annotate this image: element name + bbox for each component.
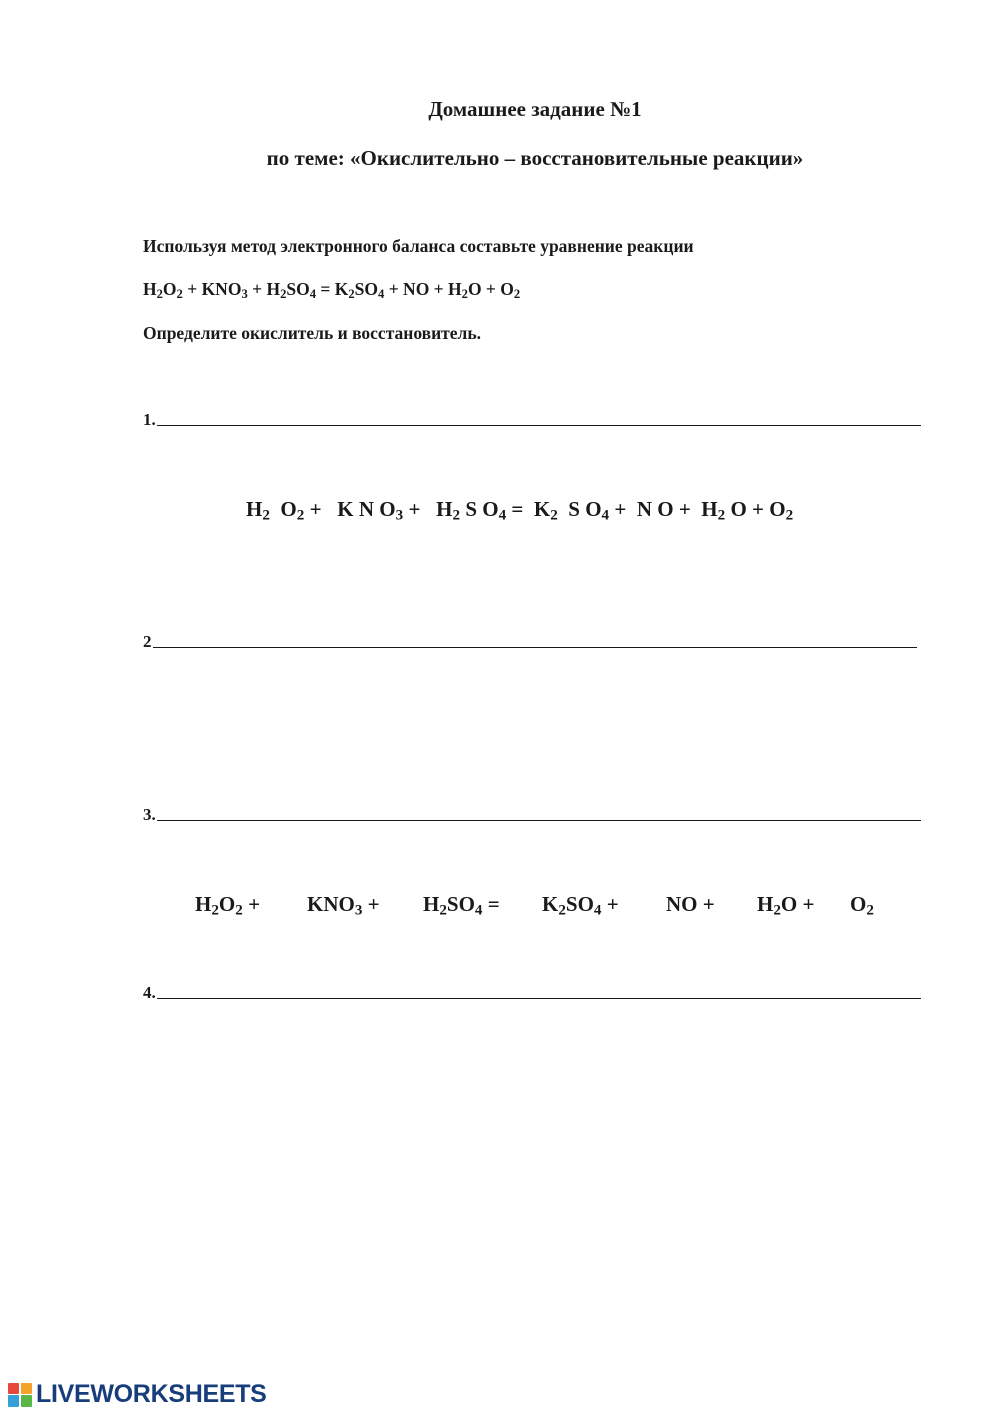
logo-text: LIVEWORKSHEETS [36, 1380, 267, 1408]
answer-line-label: 3. [143, 805, 156, 824]
answer-blank[interactable] [153, 646, 917, 648]
logo-square-green [21, 1395, 32, 1406]
eq-term-k2so4[interactable]: $K_2$ S $O_4$ + [533, 497, 627, 524]
coefficient-equation-term-6: $H_2O$ + [757, 892, 815, 919]
answer-line-4[interactable] [143, 984, 921, 1001]
coefficient-equation-term-3: $H_2SO_4$ = [423, 892, 500, 919]
eq-term-h2o2[interactable]: $H_2$ $O_2$ + [246, 497, 322, 524]
drag-equation [246, 497, 793, 522]
eq-term-no[interactable]: N O + [636, 497, 691, 521]
coefficient-equation-term-2: $KNO_3$ + [307, 892, 380, 919]
coefficient-equation-term-4: $K_2SO_4$ + [542, 892, 619, 919]
page-title: Домашнее задание №1 [428, 97, 642, 121]
liveworksheets-logo[interactable] [8, 1380, 267, 1409]
page-subtitle: по теме: «Окислительно – восстановительные реакции» [266, 146, 804, 170]
answer-line-1[interactable] [143, 411, 921, 428]
eq-term-kno3[interactable]: K N $O_3$ + [337, 497, 421, 524]
eq-term-o2[interactable]: $O_2$ [769, 497, 794, 524]
eq-term-h2o[interactable]: $H_2$ O + [701, 497, 764, 524]
answer-line-label: 4. [143, 983, 156, 1002]
answer-line-2[interactable] [143, 633, 917, 650]
task-equation: $H_2O_2 + KNO_3 + H_2SO_4 = K_2SO_4$ + NO + $H_2O + O_2$ [143, 279, 521, 301]
answer-blank[interactable] [157, 424, 921, 426]
answer-line-label: 1. [143, 410, 156, 429]
logo-square-orange [21, 1383, 32, 1394]
coefficient-equation-term-1: $H_2O_2$ + [195, 892, 261, 919]
task-determine: Определите окислитель и восстановитель. [143, 323, 481, 343]
task-instruction: Используя метод электронного баланса составьте уравнение реакции [143, 236, 694, 256]
coefficient-equation-term-7: $O_2$ [850, 892, 874, 919]
answer-blank[interactable] [157, 997, 921, 999]
eq-term-h2so4[interactable]: $H_2$ S $O_4$ = [436, 497, 524, 524]
logo-square-red [8, 1383, 19, 1394]
answer-line-label: 2 [143, 632, 152, 651]
answer-line-3[interactable] [143, 806, 921, 823]
logo-square-blue [8, 1395, 19, 1406]
logo-grid-icon [8, 1383, 32, 1407]
answer-blank[interactable] [157, 819, 921, 821]
coefficient-equation-term-5: NO + [666, 892, 715, 916]
